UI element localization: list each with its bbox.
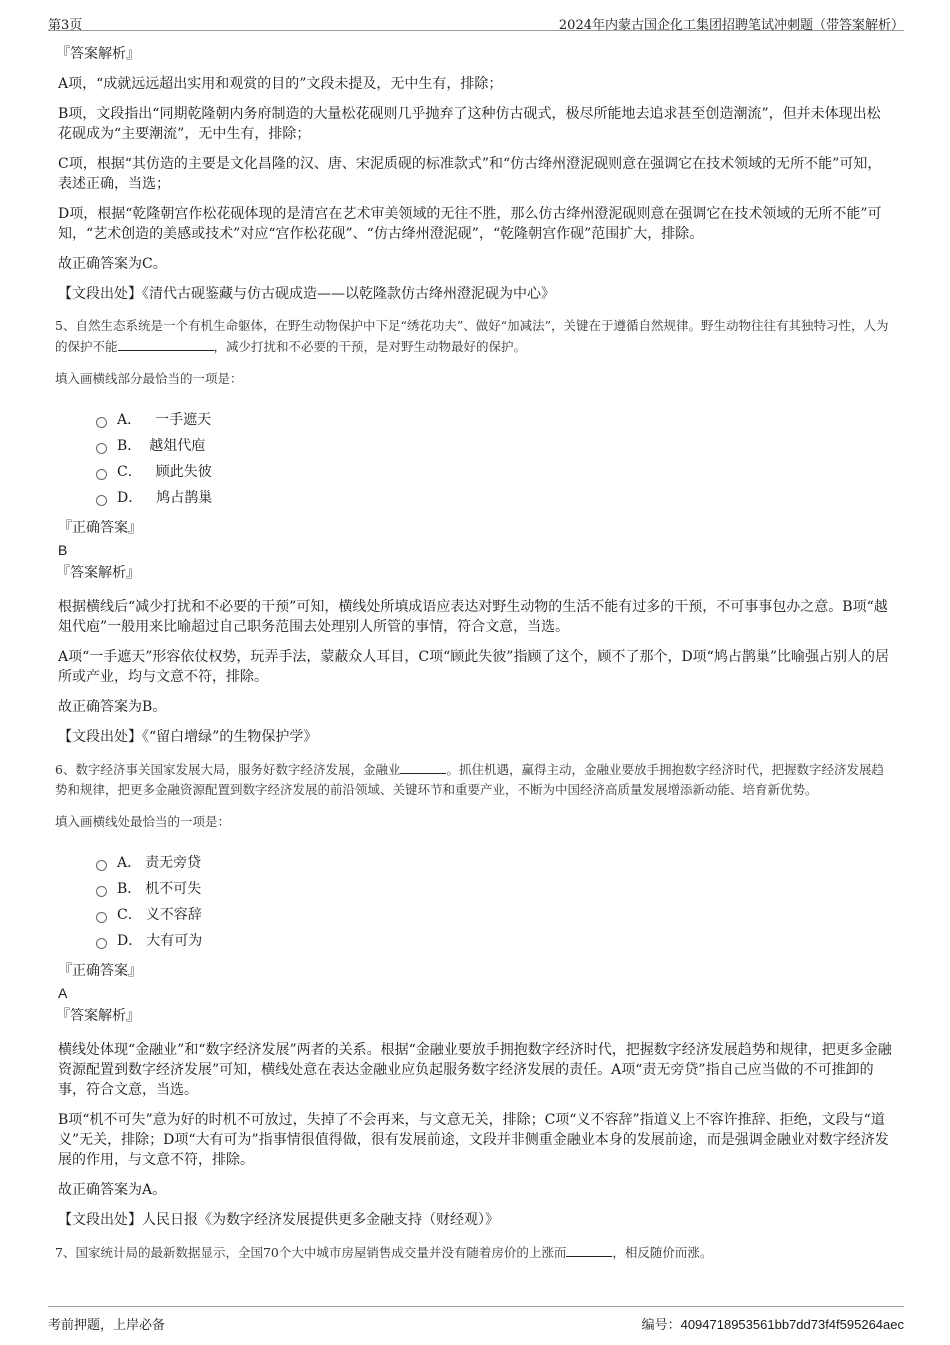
analysis-conclusion: 故正确答案为C。 [58,256,167,272]
question-7-stem [55,1242,894,1263]
radio-icon[interactable] [96,938,107,949]
correct-answer: B [58,542,68,558]
footer-slogan: 考前押题，上岸必备 [48,1318,166,1333]
question-5-options [96,407,894,511]
option-letter: C． [117,464,142,480]
radio-icon[interactable] [96,886,107,897]
option-text: 大有可为 [146,933,203,949]
question-5-stem [55,316,894,357]
option-letter: C． [117,907,142,923]
analysis-conclusion: 故正确答案为B。 [58,699,167,715]
correct-answer: A [58,985,68,1001]
analysis-paragraph: 横线处体现“金融业”和“数字经济发展”两者的关系。根据“金融业要放手拥抱数字经济时代，把握数字经济发展趋势和规律，把更多金融资源配置到数字经济发展”可知，横线处意在表达金融业应负起服务数字经济发展的责任。A项“责无旁贷”指自己应当做的不可推卸的事，符合文意，当选。 [58,1042,892,1098]
option-letter: B． [117,881,142,897]
question-5-prompt: 填入画横线部分最恰当的一项是： [55,371,243,386]
fill-blank [118,336,214,351]
document-code [642,1314,904,1333]
analysis-label: 『答案解析』 [56,1008,140,1024]
option-text: 责无旁贷 [145,855,202,871]
option-c[interactable] [96,902,894,928]
page-footer [48,1306,904,1335]
page-number: 第3页 [48,18,83,33]
option-letter: D． [117,490,143,506]
option-letter: B． [117,438,142,454]
question-6-options [96,850,894,954]
question-5-stem-part2: ，减少打扰和不必要的干预，是对野生动物最好的保护。 [213,339,527,354]
radio-icon[interactable] [96,443,107,454]
option-text: 一手遮天 [155,412,212,428]
fill-blank [400,759,446,774]
page-content [55,44,894,1275]
radio-icon[interactable] [96,912,107,923]
option-b[interactable] [96,433,894,459]
question-6-stem-part1: 6、数字经济事关国家发展大局，服务好数字经济发展，金融业 [55,762,401,777]
analysis-conclusion: 故正确答案为A。 [58,1182,167,1198]
question-6-prompt: 填入画横线处最恰当的一项是： [55,814,231,829]
option-c[interactable] [96,459,894,485]
question-7-stem-part2: ，相反随价而涨。 [612,1245,713,1260]
option-text: 义不容辞 [145,907,202,923]
option-letter: D． [117,933,143,949]
option-letter: A． [117,412,142,428]
option-a[interactable] [96,850,894,876]
option-text: 越俎代庖 [149,438,206,454]
analysis-paragraph: 根据横线后“减少打扰和不必要的干预”可知，横线处所填成语应表达对野生动物的生活不能有过多的干预，不可事事包办之意。B项“越俎代庖”一般用来比喻超过自己职务范围去处理别人所管的事情，符合文意，当选。 [58,599,888,635]
question-6-stem [55,759,894,800]
option-text: 鸠占鹊巢 [156,490,213,506]
correct-answer-label: 『正确答案』 [58,963,142,979]
page-header [48,10,904,31]
radio-icon[interactable] [96,860,107,871]
option-text: 机不可失 [145,881,202,897]
analysis-paragraph: B项，文段指出“同期乾隆朝内务府制造的大量松花砚则几乎抛弃了这种仿古砚式，极尽所能地去追求甚至创造潮流”，但并未体现出松花砚成为“主要潮流”，无中生有，排除； [58,106,881,142]
question-7-stem-part1: 7、国家统计局的最新数据显示，全国70个大中城市房屋销售成交量并没有随着房价的上涨而 [55,1245,567,1260]
question-6-stem-part2: 。抓住机遇，赢得主动，金融业要放手拥抱数字经济时代，把握数字经济发展趋势和规律，把更多金融资源配置到数字经济发展的前沿领域、关键环节和重要产业，不断为中国经济高质量发展增添新动能、培育新优势。 [55,762,884,797]
analysis-paragraph: A项，“成就远远超出实用和观赏的目的”文段未提及，无中生有，排除； [58,76,503,92]
document-title: 2024年内蒙古国企化工集团招聘笔试冲刺题（带答案解析） [558,18,904,33]
analysis-paragraph: D项，根据“乾隆朝宫作松花砚体现的是清宫在艺术审美领域的无往不胜，那么仿古绛州澄泥砚则意在强调它在技术领域的无所不能”可知，“艺术创造的美感或技术”对应“宫作松花砚”、“仿古绛州澄泥砚”，“乾隆朝宫作砚”范围扩大，排除。 [58,206,882,242]
correct-answer-label: 『正确答案』 [58,520,142,536]
option-d[interactable] [96,928,894,954]
option-d[interactable] [96,485,894,511]
document-code-value: 4094718953561bb7dd73f4f595264aec [680,1317,904,1332]
document-code-label: 编号： [641,1318,681,1333]
option-letter: A． [117,855,142,871]
question-5-stem-part1: 5、自然生态系统是一个有机生命躯体，在野生动物保护中下足“绣花功夫”、做好“加减法”，关键在于遵循自然规律。野生动物往往有其独特习性，人为的保护不能 [55,318,889,354]
option-b[interactable] [96,876,894,902]
analysis-paragraph: C项，根据“其仿造的主要是文化昌隆的汉、唐、宋泥质砚的标准款式”和“仿古绛州澄泥砚则意在强调它在技术领域的无所不能”可知，表述正确，当选； [58,156,882,192]
option-a[interactable] [96,407,894,433]
source-citation: 【文段出处】人民日报《为数字经济发展提供更多金融支持（财经观）》 [58,1212,499,1228]
fill-blank [566,1242,612,1257]
source-citation: 【文段出处】《清代古砚鉴藏与仿古砚成造——以乾隆款仿古绛州澄泥砚为中心》 [58,286,555,302]
analysis-paragraph: A项“一手遮天”形容依仗权势，玩弄手法，蒙蔽众人耳目，C项“顾此失彼”指顾了这个，顾不了那个，D项“鸠占鹊巢”比喻强占别人的居所或产业，均与文意不符，排除。 [58,649,889,685]
analysis-label: 『答案解析』 [56,565,140,581]
analysis-label: 『答案解析』 [56,46,140,62]
source-citation: 【文段出处】《“留白增绿”的生物保护学》 [58,729,318,745]
analysis-paragraph: B项“机不可失”意为好的时机不可放过，失掉了不会再来，与文意无关，排除；C项“义不容辞”指道义上不容许推辞、拒绝，文段与“道义”无关，排除；D项“大有可为”指事情很值得做，很有发展前途，文段并非侧重金融业本身的发展前途，而是强调金融业对数字经济发展的作用，与文意不符，排除。 [58,1112,889,1168]
radio-icon[interactable] [96,495,107,506]
option-text: 顾此失彼 [155,464,212,480]
radio-icon[interactable] [96,417,107,428]
radio-icon[interactable] [96,469,107,480]
